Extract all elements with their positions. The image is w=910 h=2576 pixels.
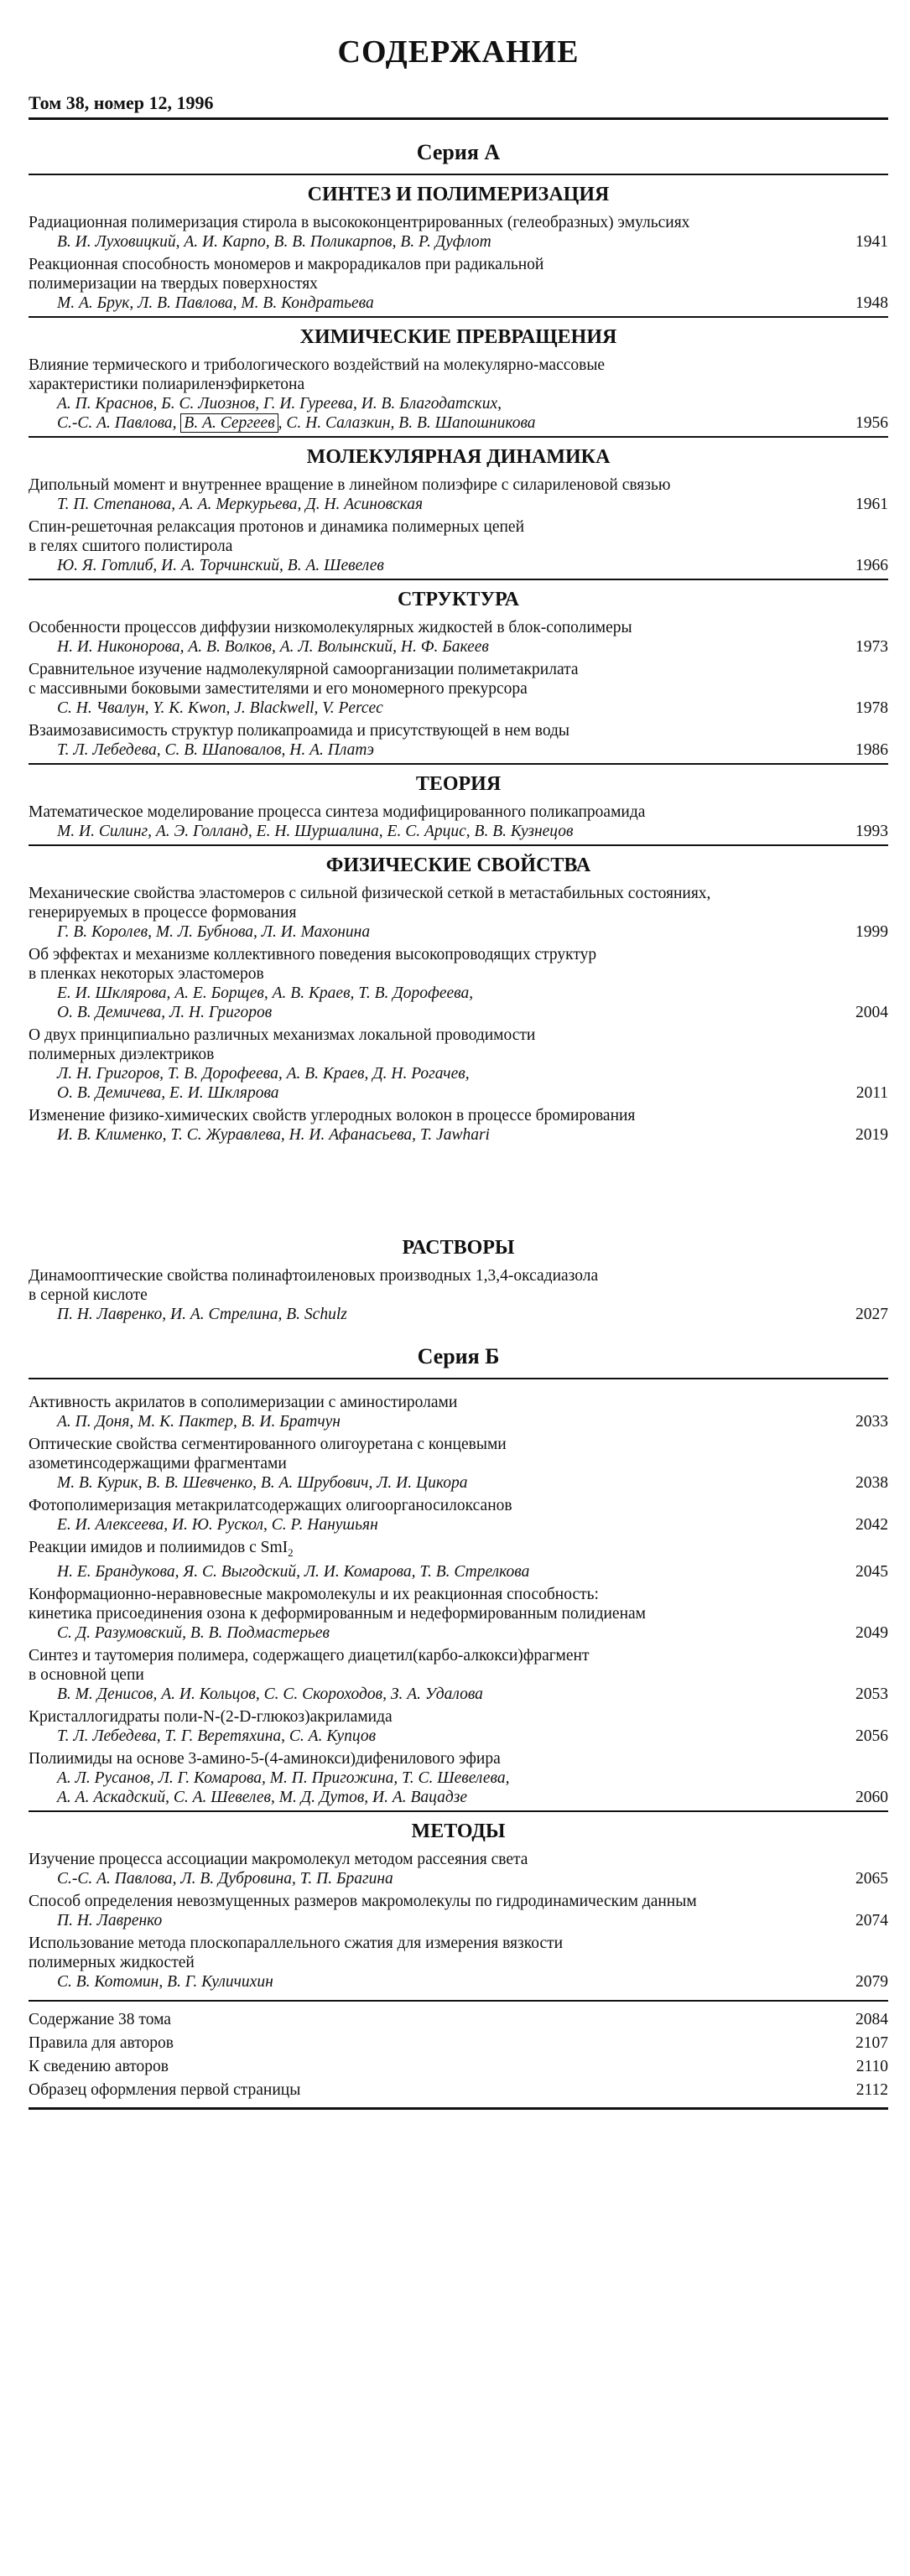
article-title: Оптические свойства сегментированного олигоуретана с концевыми: [29, 1436, 507, 1453]
page-number: 2042: [855, 1516, 888, 1534]
page-number: 1993: [855, 823, 888, 840]
boxed-author: В. А. Сергеев: [180, 413, 278, 433]
article-authors: С. В. Котомин, В. Г. Куличихин: [57, 1972, 273, 1991]
article-entry: [29, 1646, 888, 1704]
tail-entry: [29, 2008, 888, 2032]
authors-row: [29, 1305, 888, 1324]
article-title: Особенности процессов диффузии низкомолекулярных жидкостей в блок-сополимеры: [29, 619, 632, 636]
article-title: Кристаллогидраты поли-N-(2-D-глюкоз)акриламида: [29, 1707, 393, 1726]
article-entry: [29, 1850, 888, 1888]
article-entry: [29, 660, 888, 718]
article-title: в основной цепи: [29, 1665, 144, 1684]
authors-row: [29, 1515, 888, 1535]
article-title: полимерных диэлектриков: [29, 1046, 215, 1063]
section-rule: [29, 579, 888, 580]
authors-row: [29, 1125, 888, 1145]
page-number: 1973: [855, 638, 888, 656]
page-number: 1966: [855, 557, 888, 574]
authors-row: [29, 1562, 888, 1581]
methods-articles: [29, 1850, 888, 1992]
authors-row: [29, 1972, 888, 1992]
article-entry: [29, 1892, 888, 1930]
page-number: 1999: [855, 923, 888, 941]
header-rule: [29, 117, 888, 120]
article-title: с массивными боковыми заместителями и его мономерного прекурсора: [29, 680, 528, 698]
authors-row: [29, 1473, 888, 1493]
tail-entry: [29, 2055, 888, 2079]
article-title: в пленках некоторых эластомеров: [29, 965, 264, 983]
article-entry: [29, 721, 888, 760]
section-block: [29, 579, 888, 760]
article-title: Сравнительное изучение надмолекулярной самоорганизации полиметакрилата: [29, 661, 579, 678]
section-title: СИНТЕЗ И ПОЛИМЕРИЗАЦИЯ: [307, 184, 610, 205]
article-entry: [29, 1106, 888, 1145]
authors-row: [29, 822, 888, 841]
page-number: 2112: [855, 2080, 888, 2099]
section-rule: [29, 436, 888, 438]
tail-list: [29, 2008, 888, 2102]
article-title: Изучение процесса ассоциации макромолекул методом рассеяния света: [29, 1850, 528, 1868]
article-title: Радиационная полимеризация стирола в высококонцентрированных (гелеобразных) эмульсиях: [29, 214, 690, 231]
article-entry: [29, 1393, 888, 1431]
section-title: ТЕОРИЯ: [415, 773, 502, 795]
page-title: СОДЕРЖАНИЕ: [337, 34, 580, 70]
authors-row: [29, 1727, 888, 1746]
page-number: 2038: [855, 1474, 888, 1492]
page-number: 1961: [855, 496, 888, 513]
article-title: характеристики полиариленэфиркетона: [29, 376, 305, 393]
blank-space: [29, 1148, 888, 1228]
article-authors: Г. В. Королев, М. Л. Бубнова, Л. И. Махонина: [57, 923, 371, 941]
authors-row: [29, 1412, 888, 1431]
tail-entry: [29, 2079, 888, 2102]
section-block: [29, 436, 888, 575]
article-authors: С.-С. А. Павлова, Л. В. Дубровина, Т. П. Брагина: [57, 1869, 393, 1888]
article-title: полимерных жидкостей: [29, 1953, 195, 1971]
article-title: О двух принципиально различных механизмах локальной проводимости: [29, 1026, 536, 1044]
article-entry: [29, 1749, 888, 1807]
section-block: [29, 1237, 888, 1324]
tail-label: Образец оформления первой страницы: [29, 2080, 301, 2099]
page-number: 2056: [855, 1727, 888, 1745]
article-title: Активность акрилатов в сополимеризации с аминостиролами: [29, 1394, 458, 1411]
page-number: 2019: [855, 1126, 888, 1144]
article-authors: А. А. Аскадский, С. А. Шевелев, М. Д. Дутов, И. А. Вацадзе: [57, 1788, 468, 1806]
page-number: 2045: [855, 1562, 888, 1581]
tail-entry: [29, 2032, 888, 2055]
authors-row: [29, 1083, 888, 1103]
article-authors: Т. Л. Лебедева, С. В. Шаповалов, Н. А. Платэ: [57, 741, 375, 759]
article-title: Реакционная способность мономеров и макрорадикалов при радикальной: [29, 256, 544, 273]
series-b-title: Серия Б: [417, 1344, 500, 1368]
section-rule: [29, 316, 888, 318]
authors-row: [29, 699, 888, 718]
article-title: Использование метода плоскопараллельного сжатия для измерения вязкости: [29, 1934, 564, 1952]
article-authors: С. Д. Разумовский, В. В. Подмастерьев: [57, 1623, 330, 1642]
article-authors: Е. И. Шклярова, А. Е. Борщев, А. В. Краев, Т. В. Дорофеева,: [57, 984, 474, 1002]
article-entry: [29, 1026, 888, 1103]
section-block: [29, 844, 888, 1145]
article-authors: В. М. Денисов, А. И. Кольцов, С. С. Скороходов, З. А. Удалова: [57, 1685, 483, 1703]
article-authors: А. П. Краснов, Б. С. Лиознов, Г. И. Гуреева, И. В. Благодатских,: [57, 395, 502, 413]
section-rule: [29, 174, 888, 175]
authors-row: [29, 1685, 888, 1704]
article-entry: [29, 356, 888, 433]
page-number: 2074: [855, 1911, 888, 1929]
page-number: 1956: [855, 414, 888, 432]
article-title: Дипольный момент и внутреннее вращение в линейном полиэфире с силариленовой связью: [29, 476, 671, 494]
article-entry: [29, 1538, 888, 1581]
article-authors: Н. И. Никонорова, А. В. Волков, А. Л. Волынский, Н. Ф. Бакеев: [57, 638, 489, 656]
page-number: 1986: [855, 741, 888, 759]
section-block: [29, 763, 888, 841]
article-title: Динамооптические свойства полинафтоиленовых производных 1,3,4-оксадиазола: [29, 1267, 599, 1285]
authors-row: [29, 922, 888, 942]
article-title: Об эффектах и механизме коллективного поведения высокопроводящих структур: [29, 946, 597, 963]
section-rule: [29, 844, 888, 846]
authors-row: [29, 1003, 888, 1022]
article-authors: Ю. Я. Готлиб, И. А. Торчинский, В. А. Шевелев: [57, 557, 384, 574]
author-text: , С. Н. Салазкин, В. В. Шапошникова: [278, 414, 536, 432]
page-number: 2053: [855, 1685, 888, 1703]
section-title: МЕТОДЫ: [411, 1820, 506, 1842]
article-title: кинетика присоединения озона к деформированным и недеформированным полидиенам: [29, 1604, 647, 1623]
article-title: азометинсодержащими фрагментами: [29, 1455, 287, 1472]
author-text: С.-С. А. Павлова,: [57, 414, 181, 432]
article-entry: [29, 1496, 888, 1535]
article-authors: Л. Н. Григоров, Т. В. Дорофеева, А. В. Краев, Д. Н. Рогачев,: [57, 1065, 470, 1083]
article-authors: П. Н. Лавренко, И. А. Стрелина, B. Schulz: [57, 1306, 347, 1323]
article-entry: [29, 1934, 888, 1992]
page-number: 1978: [855, 699, 888, 717]
series-a-title: Серия А: [416, 140, 501, 164]
page-number: 2065: [855, 1869, 888, 1888]
article-title: генерируемых в процессе формования: [29, 904, 297, 922]
page-number: 2079: [855, 1972, 888, 1991]
article-authors: А. П. Доня, М. К. Пактер, В. И. Братчун: [57, 1413, 341, 1431]
page-number: 2033: [855, 1413, 888, 1431]
article-entry: [29, 1266, 888, 1324]
series-b-articles: [29, 1393, 888, 1807]
article-title: полимеризации на твердых поверхностях: [29, 275, 318, 293]
page-number: 2084: [855, 2010, 888, 2028]
issue-info: Том 38, номер 12, 1996: [29, 92, 214, 113]
article-title: Фотополимеризация метакрилатсодержащих олигоорганосилоксанов: [29, 1497, 512, 1514]
article-title: Механические свойства эластомеров с сильной физической сеткой в метастабильных состояниях,: [29, 885, 711, 902]
section-title: МОЛЕКУЛЯРНАЯ ДИНАМИКА: [306, 446, 611, 468]
series-b-rule: [29, 1378, 888, 1379]
tail-label: Содержание 38 тома: [29, 2010, 171, 2028]
article-authors: М. И. Силинг, А. Э. Голланд, Е. Н. Шуршалина, Е. С. Арцис, В. В. Кузнецов: [57, 823, 574, 840]
article-entry: [29, 1435, 888, 1493]
page-number: 2110: [855, 2057, 888, 2075]
page-number: 1948: [855, 294, 888, 312]
section-title: ФИЗИЧЕСКИЕ СВОЙСТВА: [325, 854, 591, 876]
article-authors: Н. Е. Брандукова, Я. С. Выгодский, Л. И. Комарова, Т. В. Стрелкова: [57, 1562, 530, 1581]
authors-row: [29, 740, 888, 760]
authors-row: [29, 293, 888, 313]
section-rule: [29, 1810, 888, 1812]
article-title: Способ определения невозмущенных размеров макромолекулы по гидродинамическим данным: [29, 1892, 697, 1910]
authors-row: [29, 413, 888, 433]
article-authors: В. И. Луховицкий, А. И. Карпо, В. В. Поликарпов, В. Р. Дуфлот: [57, 233, 491, 251]
section-block: [29, 174, 888, 313]
page-number: 2027: [855, 1306, 888, 1323]
article-authors: С. Н. Чвалун, Y. K. Kwon, J. Blackwell, V. Percec: [57, 699, 383, 717]
article-title: Математическое моделирование процесса синтеза модифицированного поликапроамида: [29, 803, 646, 821]
contents-page: [29, 34, 888, 2110]
article-entry: [29, 884, 888, 942]
tail-label: Правила для авторов: [29, 2033, 174, 2052]
article-title: Синтез и таутомерия полимера, содержащего диацетил(карбо-алкокси)фрагмент: [29, 1646, 590, 1665]
article-entry: [29, 517, 888, 575]
article-authors: П. Н. Лавренко: [57, 1911, 163, 1929]
article-authors: О. В. Демичева, Е. И. Шклярова: [57, 1084, 279, 1102]
authors-row: [29, 1911, 888, 1930]
article-authors: М. В. Курик, В. В. Шевченко, В. А. Шрубович, Л. И. Цикора: [57, 1474, 468, 1492]
subscript: 2: [288, 1545, 294, 1559]
article-authors: О. В. Демичева, Л. Н. Григоров: [57, 1004, 273, 1021]
article-authors: М. А. Брук, Л. В. Павлова, М. В. Кондратьева: [57, 294, 374, 312]
section-title: СТРУКТУРА: [398, 589, 519, 610]
article-entry: [29, 945, 888, 1022]
article-title: Взаимозависимость структур поликапроамида и присутствующей в нем воды: [29, 722, 570, 740]
section-rule: [29, 763, 888, 765]
authors-row: [29, 495, 888, 514]
authors-row: [29, 556, 888, 575]
article-title: Полиимиды на основе 3-амино-5-(4-аминокси)дифенилового эфира: [29, 1749, 501, 1768]
article-title: Конформационно-неравновесные макромолекулы и их реакционная способность:: [29, 1585, 599, 1603]
article-title: Влияние термического и трибологического воздействий на молекулярно-массовые: [29, 356, 606, 374]
page-number: 2049: [855, 1623, 888, 1642]
page-number: 2060: [855, 1788, 888, 1806]
article-title: Изменение физико-химических свойств углеродных волокон в процессе бромирования: [29, 1107, 636, 1124]
article-authors: Т. П. Степанова, А. А. Меркурьева, Д. Н. Асиновская: [57, 496, 424, 513]
article-title: Спин-решеточная релаксация протонов и динамика полимерных цепей: [29, 518, 524, 536]
article-authors: Т. Л. Лебедева, Т. Г. Веретяхина, С. А. Купцов: [57, 1727, 377, 1745]
authors-row: [29, 1623, 888, 1643]
authors-row: [29, 1788, 888, 1807]
article-title: в гелях сшитого полистирола: [29, 538, 233, 555]
authors-row: [29, 1869, 888, 1888]
tail-rule: [29, 2000, 888, 2002]
page-number: 1941: [855, 233, 888, 251]
article-authors: А. Л. Русанов, Л. Г. Комарова, М. П. Пригожина, Т. С. Шевелева,: [57, 1768, 510, 1787]
series-a-sections: [29, 174, 888, 1324]
authors-row: [29, 637, 888, 657]
article-title: в серной кислоте: [29, 1286, 148, 1304]
page-number: 2004: [855, 1004, 888, 1021]
authors-row: [29, 232, 888, 252]
article-entry: [29, 1707, 888, 1746]
section-title: РАСТВОРЫ: [402, 1237, 515, 1259]
article-entry: [29, 618, 888, 657]
article-authors: [29, 413, 536, 433]
tail-label: К сведению авторов: [29, 2057, 169, 2075]
article-entry: [29, 1585, 888, 1643]
bottom-rule: [29, 2107, 888, 2110]
section-methods: [29, 1810, 888, 1992]
section-block: [29, 316, 888, 433]
article-title: Реакции имидов и полиимидов с SmI$_2$: [29, 1539, 294, 1559]
article-entry: [29, 475, 888, 514]
article-authors: Е. И. Алексеева, И. Ю. Рускол, С. Р. Нанушьян: [57, 1516, 378, 1534]
section-title: ХИМИЧЕСКИЕ ПРЕВРАЩЕНИЯ: [299, 326, 617, 348]
article-entry: [29, 255, 888, 313]
article-entry: [29, 802, 888, 841]
page-number: 2107: [855, 2033, 888, 2052]
page-number: 2011: [855, 1084, 888, 1102]
article-authors: И. В. Клименко, Т. С. Журавлева, Н. И. Афанасьева, T. Jawhari: [57, 1126, 490, 1144]
article-entry: [29, 213, 888, 252]
